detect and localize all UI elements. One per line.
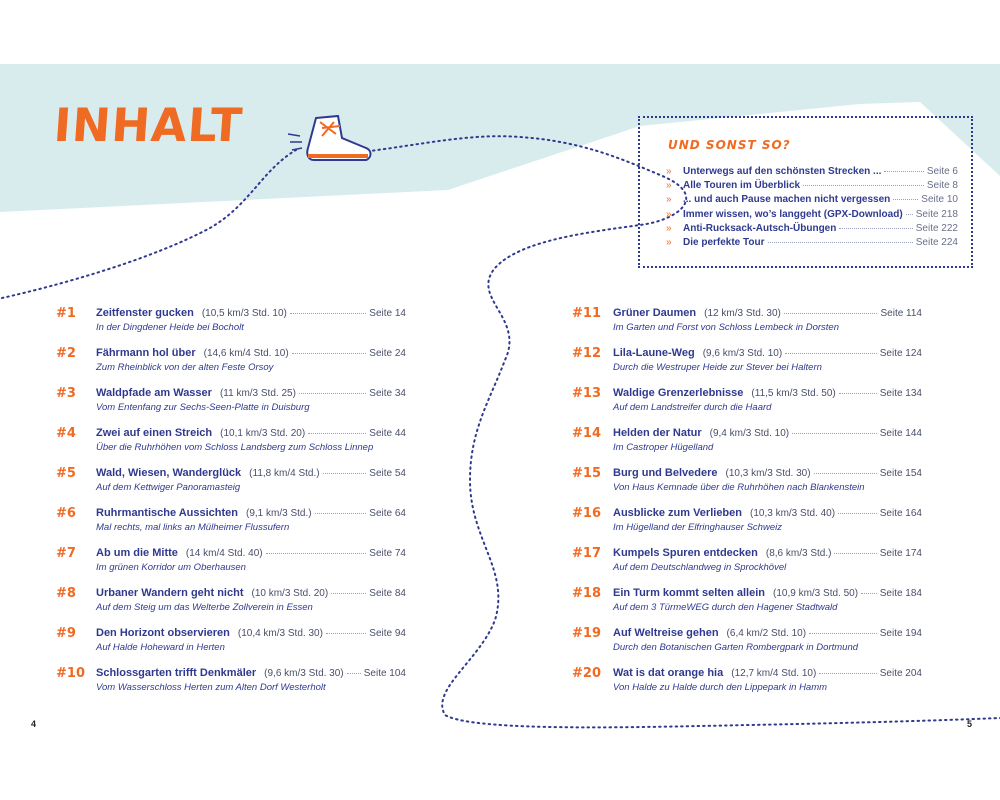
tour-info: (9,6 km/3 Std. 10)	[702, 348, 783, 359]
tour-page: Seite 144	[879, 428, 922, 439]
tour-page: Seite 44	[369, 428, 406, 439]
double-chevron-icon: »	[666, 180, 672, 192]
extras-item-label: Immer wissen, wo’s langgeht (GPX-Download)	[683, 208, 903, 220]
tour-info: (10,3 km/3 Std. 40)	[750, 508, 836, 519]
tour-entry[interactable]	[56, 666, 406, 702]
dot-leader	[861, 593, 877, 594]
tour-info: (12 km/3 Std. 30)	[704, 308, 781, 319]
tour-page: Seite 204	[879, 668, 922, 679]
tour-number: #20	[572, 666, 601, 681]
tour-page: Seite 194	[879, 628, 922, 639]
tour-title: Wald, Wiesen, Wanderglück	[96, 467, 242, 479]
tour-number: #9	[56, 626, 76, 641]
tour-page: Seite 104	[363, 668, 406, 679]
dot-leader	[308, 433, 366, 434]
tour-number: #2	[56, 346, 76, 361]
tour-subtitle: Im Castroper Hügelland	[613, 442, 714, 453]
tour-info: (10,4 km/3 Std. 30)	[237, 628, 323, 639]
extras-item-page: Seite 8	[926, 180, 958, 192]
dot-leader	[839, 393, 877, 394]
tour-entry[interactable]	[572, 386, 922, 422]
tour-number: #17	[572, 546, 601, 561]
tour-entry[interactable]	[572, 626, 922, 662]
tour-title: Waldpfade am Wasser	[96, 387, 212, 399]
tour-page: Seite 174	[879, 548, 922, 559]
tour-title: Grüner Daumen	[613, 307, 697, 319]
tour-info: (9,1 km/3 Std.)	[246, 508, 312, 519]
tour-number: #1	[56, 306, 76, 321]
top-margin	[0, 0, 1000, 64]
tour-title: Kumpels Spuren entdecken	[613, 547, 758, 559]
tour-title: Schlossgarten trifft Denkmäler	[96, 667, 257, 679]
page-title: INHALT	[52, 98, 245, 152]
tour-subtitle: Im Garten und Forst von Schloss Lembeck in Dorsten	[613, 322, 839, 333]
tour-number: #15	[572, 466, 601, 481]
tour-subtitle: Auf dem Landstreifer durch die Haard	[613, 402, 772, 413]
tour-subtitle: Durch die Westruper Heide zur Stever bei Haltern	[613, 362, 822, 373]
tour-title: Ab um die Mitte	[96, 547, 178, 559]
tour-entry[interactable]	[572, 546, 922, 582]
extras-item[interactable]	[666, 194, 958, 208]
tour-info: (10,5 km/3 Std. 10)	[201, 308, 287, 319]
tour-entry[interactable]	[56, 426, 406, 462]
dot-leader	[784, 313, 878, 314]
tour-entry[interactable]	[572, 666, 922, 702]
tour-entry[interactable]	[56, 386, 406, 422]
tour-info: (10,1 km/3 Std. 20)	[220, 428, 306, 439]
tour-entry[interactable]	[56, 306, 406, 342]
dot-leader	[839, 228, 912, 229]
tour-title: Urbaner Wandern geht nicht	[96, 587, 244, 599]
tour-info: (10,9 km/3 Std. 50)	[773, 588, 859, 599]
extras-item-label: Alle Touren im Überblick	[683, 180, 801, 192]
dot-leader	[768, 242, 913, 243]
double-chevron-icon: »	[666, 194, 672, 206]
tour-number: #19	[572, 626, 601, 641]
page-number-left: 4	[31, 719, 37, 729]
tour-page: Seite 134	[879, 388, 922, 399]
extras-item-label: Anti-Rucksack-Autsch-Übungen	[683, 222, 837, 234]
tour-subtitle: Auf dem Kettwiger Panoramasteig	[96, 482, 241, 493]
tour-subtitle: Vom Entenfang zur Sechs-Seen-Platte in Duisburg	[96, 402, 310, 413]
tour-title: Helden der Natur	[613, 427, 702, 439]
tour-subtitle: Auf dem Steig um das Welterbe Zollverein in Essen	[96, 602, 313, 613]
tour-number: #7	[56, 546, 76, 561]
tour-subtitle: Auf dem Deutschlandweg in Sprockhövel	[613, 562, 787, 573]
tour-number: #4	[56, 426, 76, 441]
tour-entry[interactable]	[56, 546, 406, 582]
tour-title: Auf Weltreise gehen	[613, 627, 719, 639]
tour-entry[interactable]	[56, 346, 406, 382]
extras-item-page: Seite 222	[915, 222, 958, 234]
dot-leader	[266, 553, 367, 554]
tour-subtitle: Über die Ruhrhöhen vom Schloss Landsberg zum Schloss Linnep	[96, 442, 374, 453]
tour-number: #10	[56, 666, 85, 681]
tour-page: Seite 124	[879, 348, 922, 359]
tour-entry[interactable]	[572, 426, 922, 462]
double-chevron-icon: »	[666, 222, 672, 234]
tour-number: #16	[572, 506, 601, 521]
tour-info: (12,7 km/4 Std. 10)	[731, 668, 817, 679]
dot-leader	[834, 553, 876, 554]
extras-item[interactable]	[666, 166, 958, 180]
tour-info: (11,5 km/3 Std. 50)	[751, 388, 836, 399]
tour-page: Seite 64	[369, 508, 406, 519]
tour-title: Zeitfenster gucken	[96, 307, 194, 319]
tour-title: Waldige Grenzerlebnisse	[613, 387, 744, 399]
tour-page: Seite 164	[879, 508, 922, 519]
tour-page: Seite 34	[369, 388, 406, 399]
tour-info: (10,3 km/3 Std. 30)	[725, 468, 811, 479]
tour-info: (10 km/3 Std. 20)	[251, 588, 329, 599]
extras-item[interactable]	[666, 180, 958, 194]
tour-info: (9,4 km/3 Std. 10)	[709, 428, 790, 439]
double-chevron-icon: »	[666, 166, 672, 177]
tour-subtitle: Durch den Botanischen Garten Rombergpark in Dortmund	[613, 642, 859, 653]
tour-entry[interactable]	[56, 506, 406, 542]
tour-title: Ein Turm kommt selten allein	[613, 587, 765, 599]
tour-info: (6,4 km/2 Std. 10)	[726, 628, 807, 639]
tour-entry[interactable]	[572, 466, 922, 502]
tour-number: #12	[572, 346, 601, 361]
tour-number: #14	[572, 426, 601, 441]
extras-item-page: Seite 10	[921, 194, 958, 206]
tour-subtitle: Mal rechts, mal links an Mülheimer Flussufern	[96, 522, 290, 533]
dot-leader	[292, 353, 367, 354]
tour-number: #6	[56, 506, 76, 521]
tour-page: Seite 114	[880, 308, 922, 319]
tour-subtitle: Zum Rheinblick von der alten Feste Orsoy	[96, 362, 274, 373]
extras-box	[638, 116, 973, 268]
double-chevron-icon: »	[666, 236, 672, 248]
tour-title: Ausblicke zum Verlieben	[613, 507, 742, 519]
tour-info: (14,6 km/4 Std. 10)	[203, 348, 289, 359]
tour-subtitle: Vom Wasserschloss Herten zum Alten Dorf Westerholt	[96, 682, 326, 693]
tour-entry[interactable]	[56, 466, 406, 502]
dot-leader	[323, 473, 367, 474]
tour-info: (8,6 km/3 Std.)	[765, 548, 832, 559]
tour-entry[interactable]	[572, 506, 922, 542]
tour-entry[interactable]	[572, 346, 922, 382]
tour-page: Seite 84	[369, 588, 406, 599]
tour-number: #13	[572, 386, 601, 401]
dot-leader	[884, 171, 923, 172]
dot-leader	[785, 353, 877, 354]
tour-info: (11 km/3 Std. 25)	[219, 388, 296, 399]
extras-list	[666, 166, 958, 251]
tour-number: #5	[56, 466, 76, 481]
dot-leader	[331, 593, 366, 594]
extras-item-label: Unterwegs auf den schönsten Strecken ...	[683, 166, 882, 177]
extras-item-label: Die perfekte Tour	[683, 236, 765, 248]
tour-entry[interactable]	[56, 586, 406, 622]
extras-item-page: Seite 6	[926, 166, 958, 177]
tour-subtitle: Im grünen Korridor um Oberhausen	[96, 562, 246, 573]
tour-page: Seite 74	[369, 548, 406, 559]
extras-item-label: ... und auch Pause machen nicht vergessen	[683, 194, 891, 206]
extras-item[interactable]	[666, 209, 958, 223]
tour-entry[interactable]	[56, 626, 406, 662]
tour-page: Seite 54	[369, 468, 406, 479]
tour-entry[interactable]	[572, 586, 922, 622]
tour-number: #3	[56, 386, 76, 401]
extras-item[interactable]	[666, 237, 958, 251]
dot-leader	[814, 473, 877, 474]
tour-title: Lila-Laune-Weg	[613, 347, 695, 359]
dot-leader	[809, 633, 877, 634]
dot-leader	[803, 185, 924, 186]
tour-page: Seite 24	[369, 348, 406, 359]
tour-subtitle: In der Dingdener Heide bei Bocholt	[96, 322, 244, 333]
tour-info: (11,8 km/4 Std.)	[249, 468, 320, 479]
dot-leader	[819, 673, 876, 674]
dot-leader	[299, 393, 366, 394]
extras-item-page: Seite 224	[915, 236, 958, 248]
tour-page: Seite 154	[879, 468, 922, 479]
tour-info: (9,6 km/3 Std. 30)	[264, 668, 344, 679]
tour-subtitle: Auf dem 3 TürmeWEG durch den Hagener Stadtwald	[613, 602, 838, 613]
tour-title: Ruhrmantische Aussichten	[96, 507, 239, 519]
tour-info: (14 km/4 Std. 40)	[185, 548, 263, 559]
tour-page: Seite 184	[879, 588, 922, 599]
tour-title: Den Horizont observieren	[96, 627, 230, 639]
dot-leader	[315, 513, 367, 514]
dot-leader	[906, 214, 913, 215]
tour-subtitle: Von Haus Kemnade über die Ruhrhöhen nach Blankenstein	[613, 482, 865, 493]
tour-title: Wat is dat orange hia	[613, 667, 724, 679]
dot-leader	[838, 513, 877, 514]
tour-number: #18	[572, 586, 601, 601]
tour-entry[interactable]	[572, 306, 922, 342]
tour-number: #8	[56, 586, 76, 601]
tour-number: #11	[572, 306, 601, 321]
dot-leader	[347, 673, 361, 674]
hiking-boot-icon	[286, 112, 376, 172]
extras-title: UND SONST SO?	[668, 138, 791, 152]
dot-leader	[326, 633, 366, 634]
tour-title: Fährmann hol über	[96, 347, 196, 359]
tour-title: Zwei auf einen Streich	[96, 427, 213, 439]
tour-page: Seite 94	[369, 628, 406, 639]
double-chevron-icon: »	[666, 208, 672, 220]
dot-leader	[893, 199, 918, 200]
tour-subtitle: Von Halde zu Halde durch den Lippepark in Hamm	[613, 682, 828, 693]
tour-subtitle: Auf Halde Hoheward in Herten	[96, 642, 225, 653]
tour-title: Burg und Belvedere	[613, 467, 718, 479]
extras-item[interactable]	[666, 223, 958, 237]
tour-subtitle: Im Hügelland der Elfringhauser Schweiz	[613, 522, 782, 533]
dot-leader	[290, 313, 366, 314]
page-number-right: 5	[967, 719, 973, 729]
tour-page: Seite 14	[369, 308, 406, 319]
extras-item-page: Seite 218	[915, 208, 958, 220]
dot-leader	[792, 433, 877, 434]
